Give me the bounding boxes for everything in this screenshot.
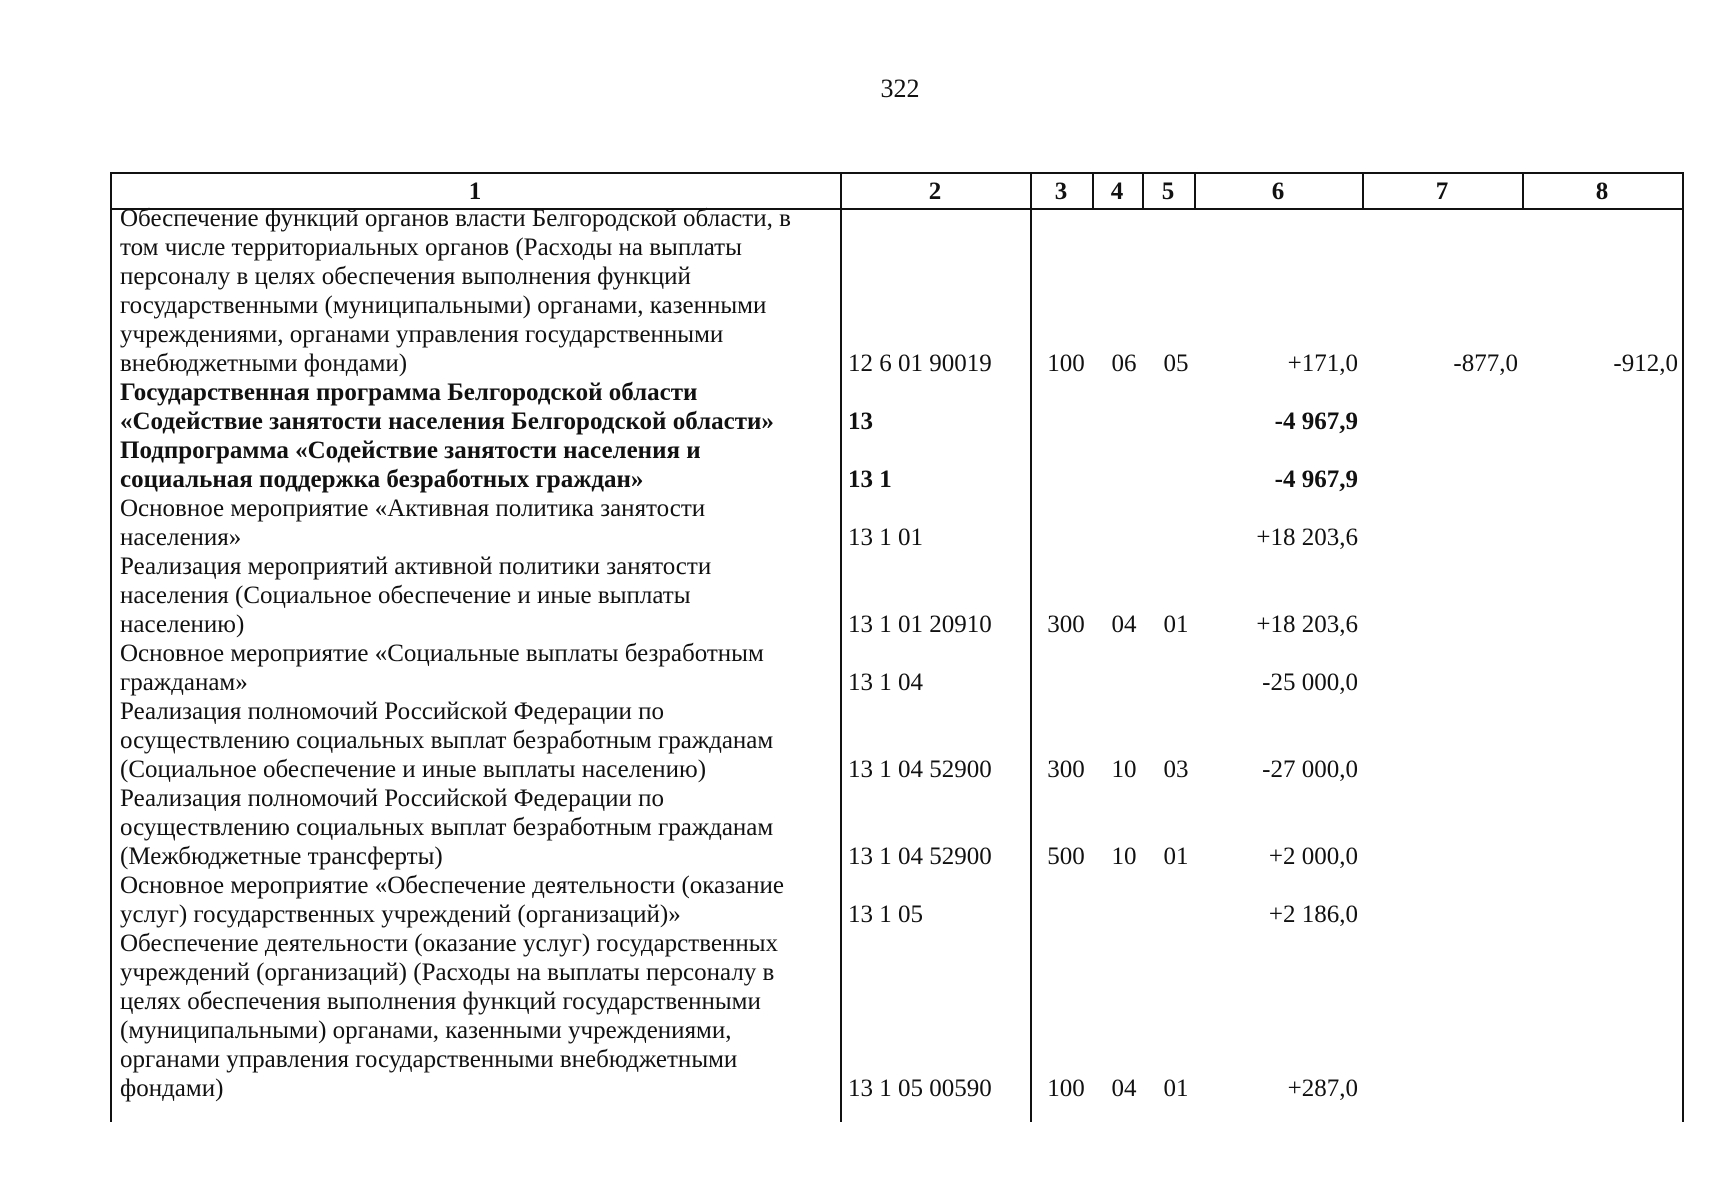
row-col6: +287,0: [1287, 1075, 1358, 1102]
table-row: [110, 494, 1684, 552]
row-description: Реализация полномочий Российской Федерации по осуществлению социальных выплат безработным гражданам (Социальное обеспечение и иные выплаты населению): [120, 698, 774, 783]
table-row: [110, 204, 1684, 378]
table-row: [110, 436, 1684, 494]
row-description: Основное мероприятие «Социальные выплаты безработным гражданам»: [120, 640, 764, 696]
budget-table: [110, 172, 1684, 1122]
row-code: 13 1 05 00590: [848, 1075, 992, 1102]
row-description: Обеспечение деятельности (оказание услуг) государственных учреждений (организаций) (Расходы на выплаты персоналу в целях обеспечения выполнения функций государственными (муниципальными) органами, казенными учреждениями, органами управления государственными внебюджетными фондами): [120, 930, 779, 1102]
header-col-1: 1: [468, 178, 482, 205]
row-col5: 01: [1163, 843, 1189, 870]
row-col6: -4 967,9: [1274, 408, 1358, 435]
row-col4: 10: [1111, 843, 1137, 870]
row-description: Подпрограмма «Содействие занятости населения и социальная поддержка безработных граждан»: [120, 437, 701, 493]
table-row: [110, 784, 1684, 871]
header-col-5: 5: [1161, 178, 1175, 205]
row-code: 13 1 05: [848, 901, 923, 928]
row-col3: 500: [1047, 843, 1085, 870]
table-row: [110, 552, 1684, 639]
row-col4: 04: [1111, 611, 1137, 638]
row-col7: -877,0: [1453, 350, 1518, 377]
table-row: [110, 639, 1684, 697]
row-description: Реализация мероприятий активной политики занятости населения (Социальное обеспечение и иные выплаты населению): [120, 553, 712, 638]
table-row: [110, 929, 1684, 1103]
row-col4: 06: [1111, 350, 1137, 377]
header-col-2: 2: [928, 178, 942, 205]
table-row: [110, 697, 1684, 784]
row-col4: 10: [1111, 756, 1137, 783]
row-col6: -27 000,0: [1262, 756, 1358, 783]
row-code: 13 1 04 52900: [848, 843, 992, 870]
row-col6: +171,0: [1287, 350, 1358, 377]
row-col6: +18 203,6: [1256, 524, 1358, 551]
row-col6: +2 186,0: [1268, 901, 1358, 928]
row-code: 13 1 01 20910: [848, 611, 992, 638]
row-description: Государственная программа Белгородской области «Содействие занятости населения Белгородской области»: [120, 379, 774, 435]
row-code: 13: [848, 408, 873, 435]
table-row: [110, 871, 1684, 929]
row-col3: 100: [1047, 1075, 1085, 1102]
row-col6: +2 000,0: [1268, 843, 1358, 870]
header-col-7: 7: [1435, 178, 1449, 205]
row-col3: 300: [1047, 611, 1085, 638]
row-col5: 01: [1163, 611, 1189, 638]
header-col-4: 4: [1110, 178, 1124, 205]
row-code: 13 1: [848, 466, 892, 493]
row-code: 13 1 04: [848, 669, 923, 696]
row-col3: 100: [1047, 350, 1085, 377]
row-col5: 05: [1163, 350, 1189, 377]
row-col6: +18 203,6: [1256, 611, 1358, 638]
row-description: Реализация полномочий Российской Федерации по осуществлению социальных выплат безработным гражданам (Межбюджетные трансферты): [120, 785, 774, 870]
row-code: 12 6 01 90019: [848, 350, 992, 377]
row-col4: 04: [1111, 1075, 1137, 1102]
row-col5: 01: [1163, 1075, 1189, 1102]
row-description: Основное мероприятие «Активная политика занятости населения»: [120, 495, 706, 551]
table-row: [110, 378, 1684, 436]
row-description: Основное мероприятие «Обеспечение деятельности (оказание услуг) государственных учреждений (организаций)»: [120, 872, 784, 928]
row-col6: -4 967,9: [1274, 466, 1358, 493]
page-number: 322: [880, 74, 920, 103]
row-code: 13 1 04 52900: [848, 756, 992, 783]
row-col6: -25 000,0: [1262, 669, 1358, 696]
row-description: Обеспечение функций органов власти Белгородской области, в том числе территориальных органов (Расходы на выплаты персоналу в целях обеспечения выполнения функций государственными (муниципальными) органами, казенными учреждениями, органами управления государственными внебюджетными фондами): [120, 205, 791, 377]
row-col8: -912,0: [1613, 350, 1678, 377]
row-code: 13 1 01: [848, 524, 923, 551]
header-col-8: 8: [1595, 178, 1609, 205]
header-col-3: 3: [1054, 178, 1068, 205]
header-col-6: 6: [1271, 178, 1285, 205]
row-col3: 300: [1047, 756, 1085, 783]
row-col5: 03: [1163, 756, 1189, 783]
